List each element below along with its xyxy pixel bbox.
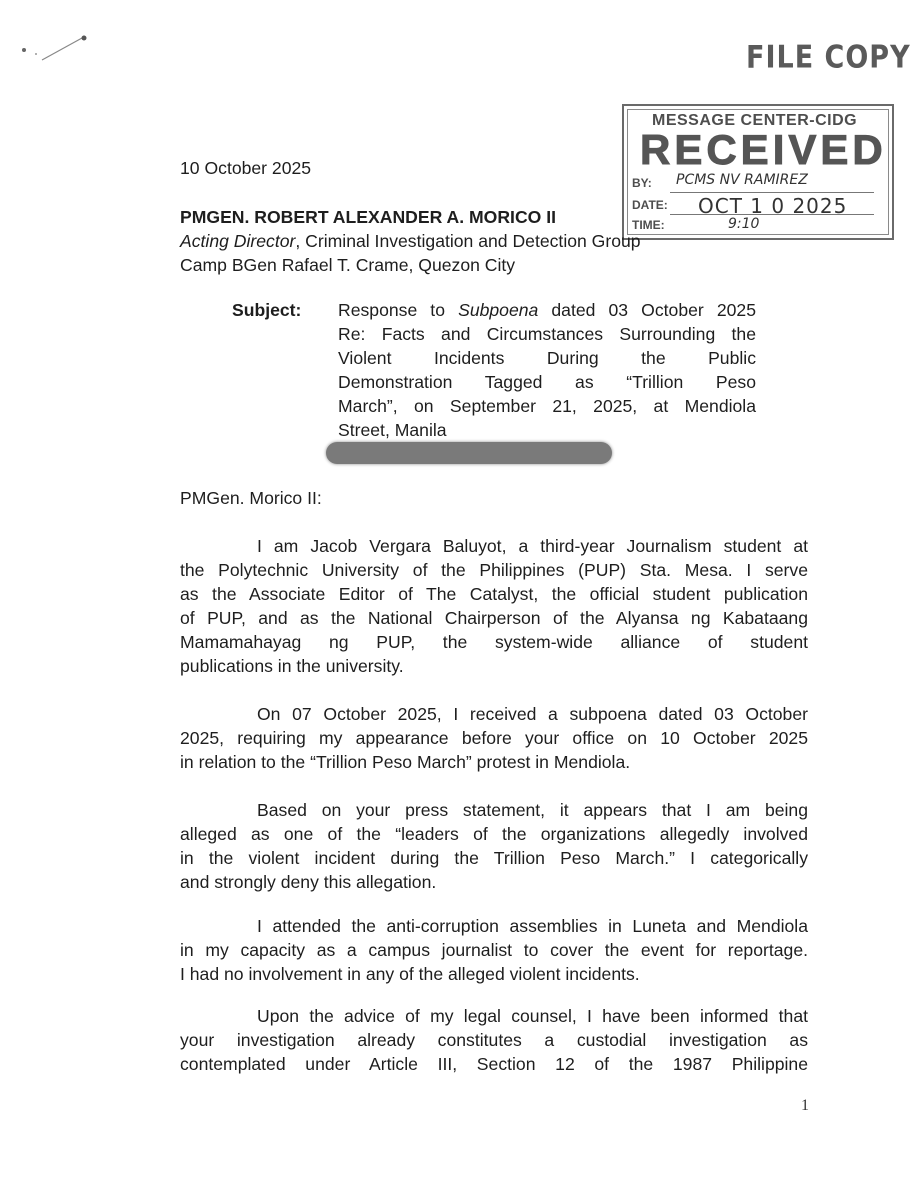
stamp-status: RECEIVED <box>640 126 887 173</box>
stamp-header: MESSAGE CENTER-CIDG <box>652 112 858 129</box>
addressee-title <box>180 229 641 253</box>
file-copy-watermark: FILE COPY <box>746 40 911 76</box>
paragraph-5 <box>180 1004 808 1076</box>
subject-line: Violent Incidents During the Public <box>338 348 756 368</box>
salutation: PMGen. Morico II: <box>180 488 322 508</box>
paragraph-1 <box>180 534 808 678</box>
paragraph-line: contemplated under Article III, Section 12 of the 1987 Philippine <box>180 1054 808 1074</box>
addressee-name: PMGEN. ROBERT ALEXANDER A. MORICO II <box>180 207 556 227</box>
scan-speck-mark <box>12 30 92 70</box>
paragraph-line: 2025, requiring my appearance before your office on 10 October 2025 <box>180 728 808 748</box>
stamp-by-signature: PCMS NV RAMIREZ <box>676 172 808 188</box>
stamp-time-value: 9:10 <box>728 216 760 232</box>
stamp-by-line <box>670 192 874 193</box>
paragraph-line: in relation to the “Trillion Peso March” protest in Mendiola. <box>180 752 631 772</box>
stamp-date-label: DATE: <box>632 198 668 212</box>
paragraph-line: publications in the university. <box>180 656 404 676</box>
paragraph-line: On 07 October 2025, I received a subpoena dated 03 October <box>257 704 808 724</box>
stamp-date-value: OCT 1 0 2025 <box>698 194 848 218</box>
paragraph-line: I am Jacob Vergara Baluyot, a third-year Journalism student at <box>257 536 808 556</box>
paragraph-line: and strongly deny this allegation. <box>180 872 437 892</box>
addressee-address: Camp BGen Rafael T. Crame, Quezon City <box>180 255 516 275</box>
paragraph-2 <box>180 702 808 774</box>
paragraph-line: in my capacity as a campus journalist to cover the event for reportage. <box>180 940 808 960</box>
addressee-title-italic: Acting Director <box>180 231 296 251</box>
received-stamp <box>622 104 894 240</box>
paragraph-line: in the violent incident during the Trillion Peso March.” I categorically <box>180 848 808 868</box>
paragraph-line: of PUP, and as the National Chairperson of the Alyansa ng Kabataang <box>180 608 808 628</box>
paragraph-line: I had no involvement in any of the alleged violent incidents. <box>180 964 640 984</box>
letter-date: 10 October 2025 <box>180 158 312 178</box>
paragraph-line: your investigation already constitutes a custodial investigation as <box>180 1030 808 1050</box>
subject-italic-word: Subpoena <box>458 300 539 320</box>
paragraph-line: the Polytechnic University of the Philippines (PUP) Sta. Mesa. I serve <box>180 560 808 580</box>
subject-line <box>338 298 756 322</box>
stamp-by-label: BY: <box>632 176 652 190</box>
subject-body <box>338 298 756 442</box>
paragraph-3 <box>180 798 808 894</box>
addressee-block <box>180 205 641 277</box>
paragraph-line: alleged as one of the “leaders of the organizations allegedly involved <box>180 824 808 844</box>
paragraph-line: as the Associate Editor of The Catalyst, the official student publication <box>180 584 808 604</box>
paragraph-4 <box>180 914 808 986</box>
stamp-time-label: TIME: <box>632 218 665 232</box>
subject-label: Subject: <box>232 300 302 320</box>
paragraph-line: I attended the anti-corruption assemblies in Luneta and Mendiola <box>257 916 808 936</box>
subject-line: Demonstration Tagged as “Trillion Peso <box>338 372 756 392</box>
subject-line: Street, Manila <box>338 420 447 440</box>
page-number: 1 <box>801 1097 809 1114</box>
subject-line-start: Response to <box>338 300 459 320</box>
subject-line: March”, on September 21, 2025, at Mendiola <box>338 396 756 416</box>
redaction-mark <box>326 442 612 464</box>
subject-line-end: dated 03 October 2025 <box>538 300 756 320</box>
paragraph-line: Mamamahayag ng PUP, the system-wide alliance of student <box>180 632 808 652</box>
addressee-title-rest: , Criminal Investigation and Detection Group <box>295 231 641 251</box>
subject-line: Re: Facts and Circumstances Surrounding the <box>338 324 756 344</box>
paragraph-line: Upon the advice of my legal counsel, I have been informed that <box>257 1006 808 1026</box>
paragraph-line: Based on your press statement, it appears that I am being <box>257 800 808 820</box>
